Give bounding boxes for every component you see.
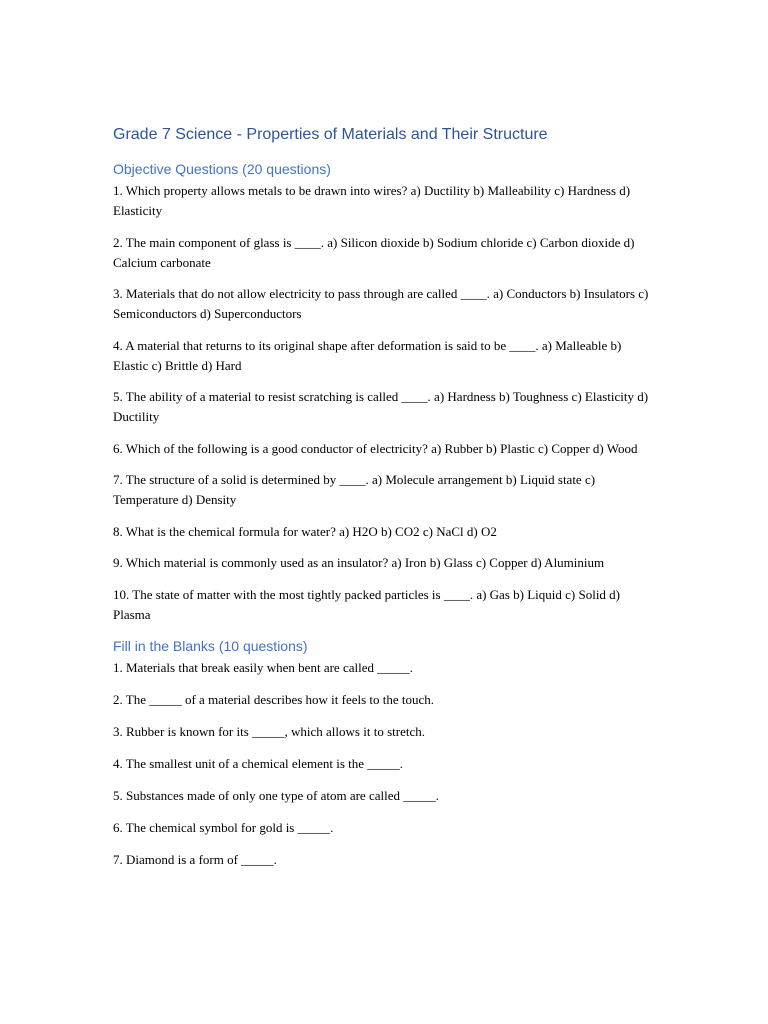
blank-question-1: 1. Materials that break easily when bent are called _____.: [113, 660, 413, 675]
objective-question-5: 5. The ability of a material to resist scratching is called ____. a) Hardness b) Toughness c) Elasticity d) Ductility: [113, 389, 649, 424]
blank-question-5: 5. Substances made of only one type of atom are called _____.: [113, 788, 439, 803]
objective-question-3: 3. Materials that do not allow electricity to pass through are called ____. a) Conductors b) Insulators c) Semiconductors d) Superconductors: [113, 286, 649, 321]
document-title: Grade 7 Science - Properties of Materials and Their Structure: [113, 126, 548, 143]
fill-in-blanks-section: [113, 636, 658, 870]
objective-question-9: 9. Which material is commonly used as an insulator? a) Iron b) Glass c) Copper d) Aluminium: [113, 555, 605, 570]
blank-question-3: 3. Rubber is known for its _____, which allows it to stretch.: [113, 724, 425, 739]
objective-question-10: 10. The state of matter with the most tightly packed particles is ____. a) Gas b) Liquid c) Solid d) Plasma: [113, 586, 621, 622]
objective-question-4: 4. A material that returns to its original shape after deformation is said to be ____. a) Malleable b) Elastic c) Brittle d) Hard: [113, 337, 622, 373]
objective-question-7: 7. The structure of a solid is determined by ____. a) Molecule arrangement b) Liquid state c) Temperature d) Density: [113, 472, 596, 507]
objective-section-heading: Objective Questions (20 questions): [113, 161, 331, 177]
objective-questions-section: [113, 159, 658, 625]
blank-question-2: 2. The _____ of a material describes how it feels to the touch.: [113, 692, 435, 707]
objective-question-8: 8. What is the chemical formula for water? a) H2O b) CO2 c) NaCl d) O2: [113, 523, 497, 539]
blank-question-6: 6. The chemical symbol for gold is _____.: [113, 820, 334, 835]
objective-question-2: 2. The main component of glass is ____. a) Silicon dioxide b) Sodium chloride c) Carbon dioxide d) Calcium carbonate: [113, 234, 635, 270]
blanks-section-heading: Fill in the Blanks (10 questions): [113, 638, 308, 654]
document-page: [113, 124, 658, 882]
objective-question-1: 1. Which property allows metals to be drawn into wires? a) Ductility b) Malleability c) Hardness d) Elasticity: [113, 183, 631, 218]
blank-question-7: 7. Diamond is a form of _____.: [113, 852, 277, 867]
objective-question-6: 6. Which of the following is a good conductor of electricity? a) Rubber b) Plastic c) Copper d) Wood: [113, 440, 638, 456]
blank-question-4: 4. The smallest unit of a chemical element is the _____.: [113, 756, 404, 771]
